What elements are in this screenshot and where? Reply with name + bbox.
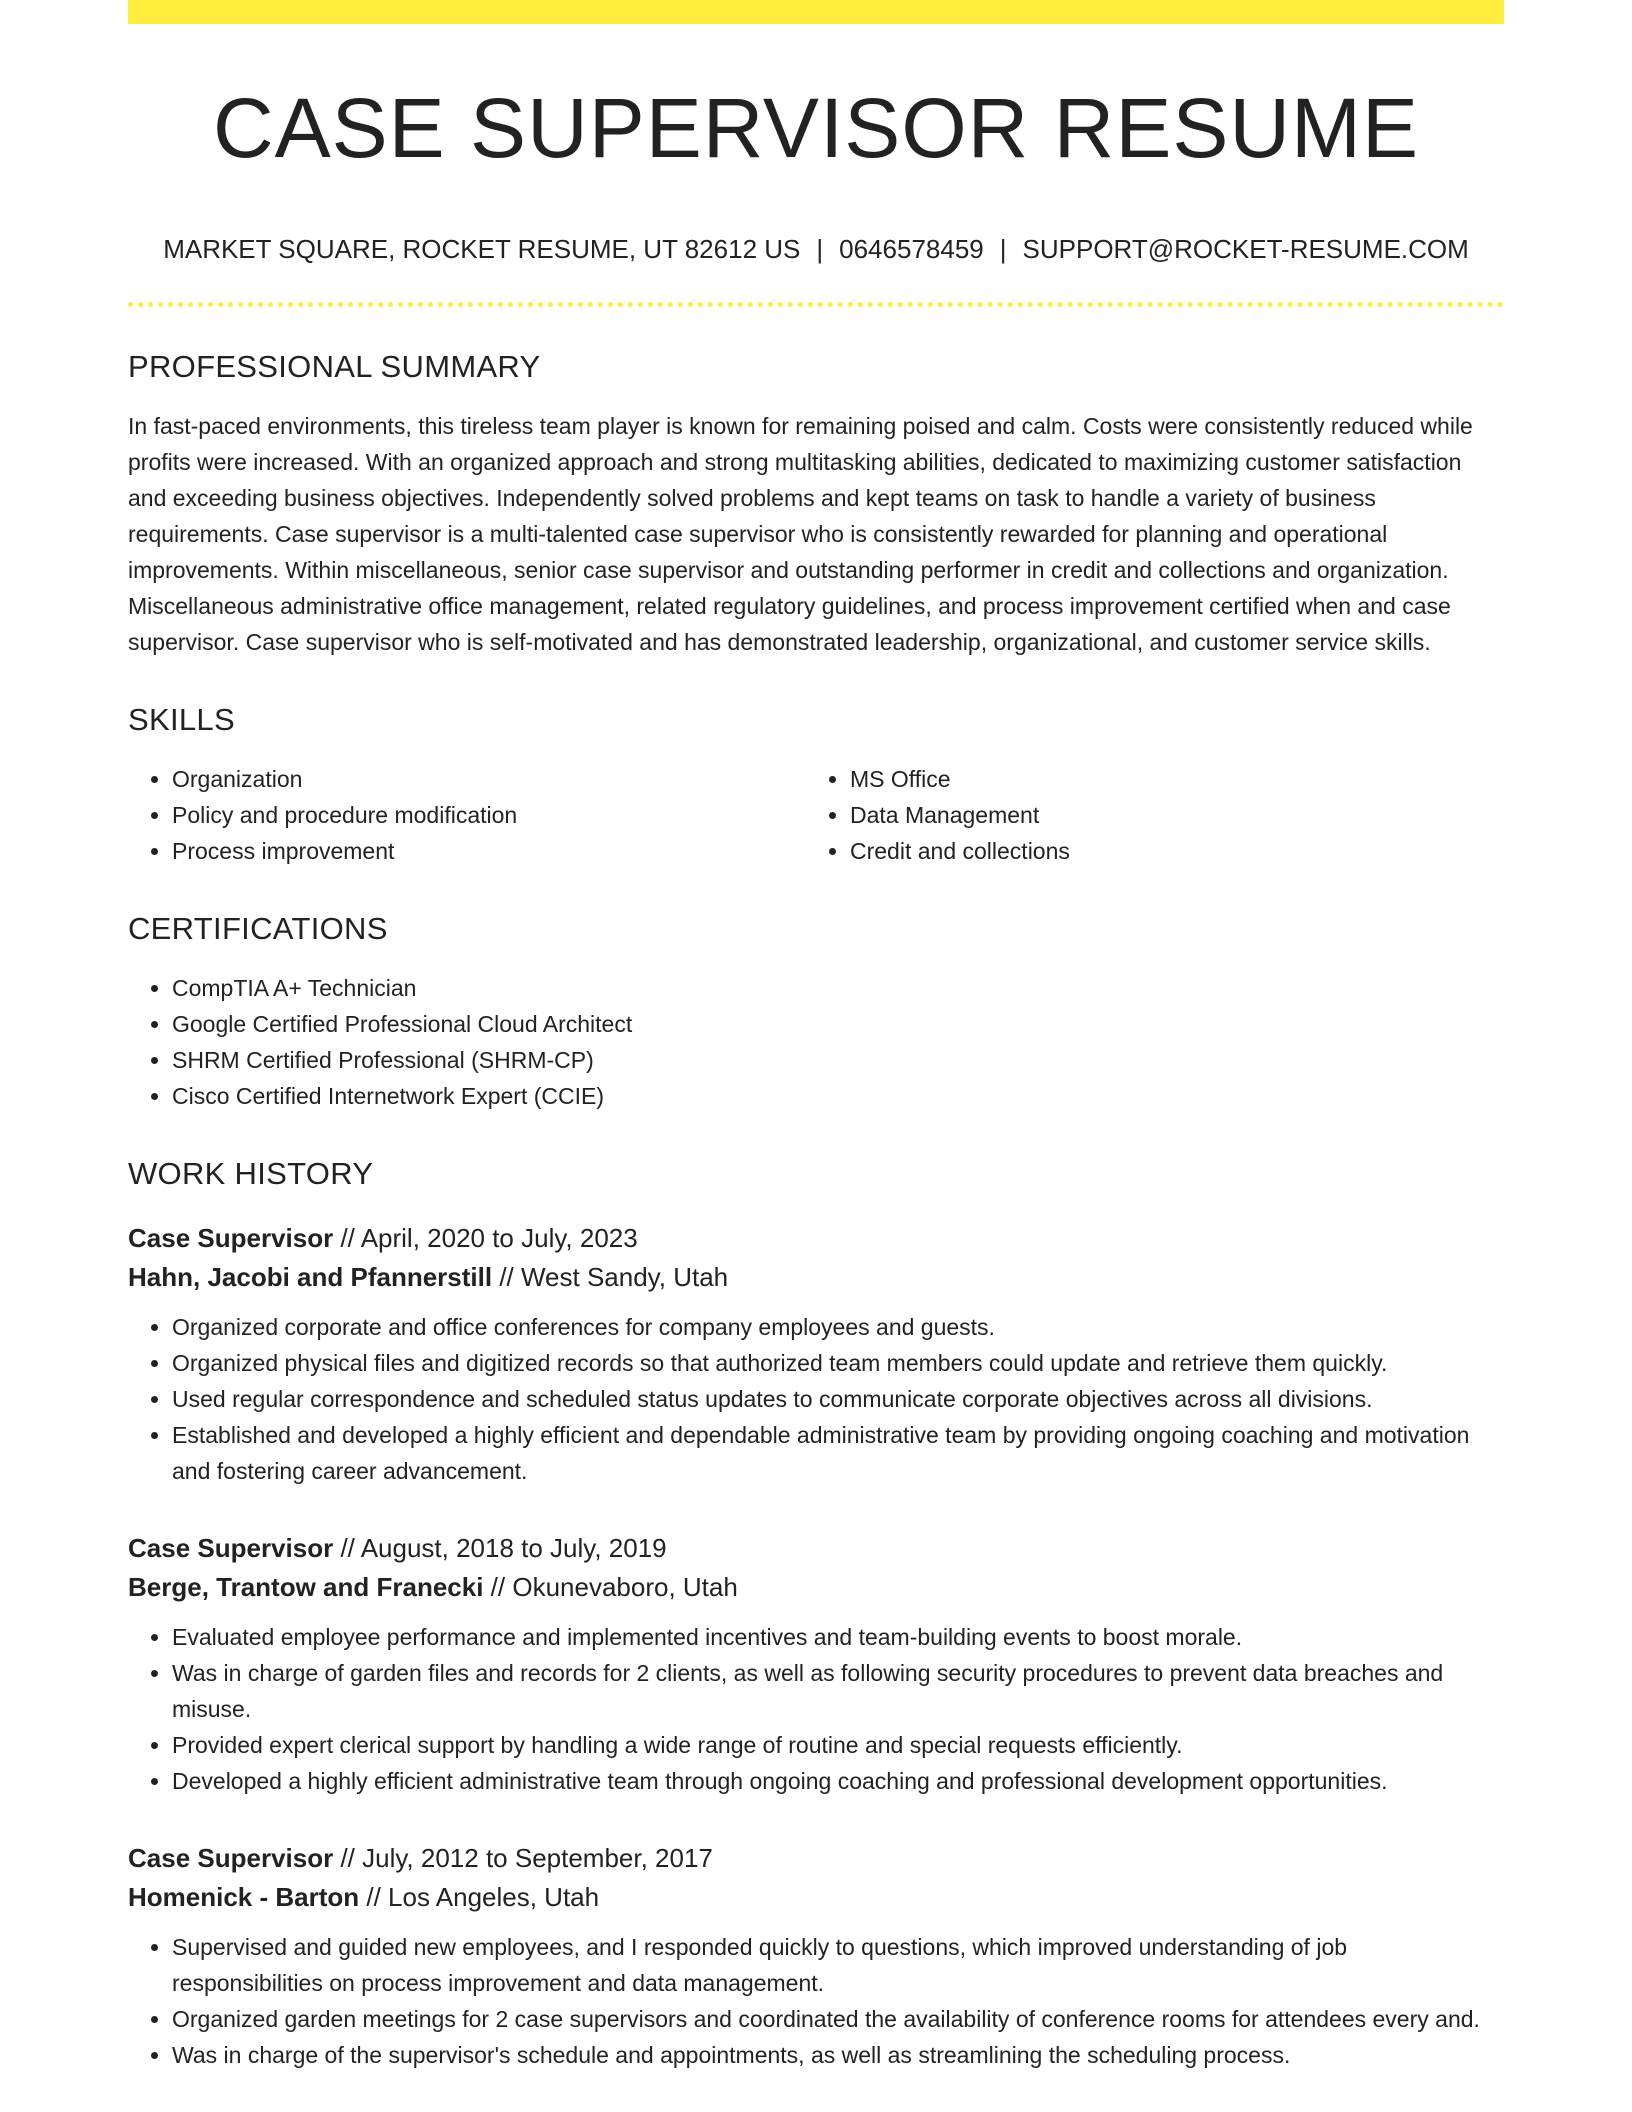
job-entry <box>128 1529 1504 1799</box>
list-item: • Organized physical files and digitized records so that authorized team members could update and retrieve them quickly. <box>172 1345 1504 1381</box>
list-item: • Was in charge of the supervisor's schedule and appointments, as well as streamlining the scheduling process. <box>172 2037 1504 2073</box>
list-item: • Policy and procedure modification <box>172 797 806 833</box>
list-item: • Credit and collections <box>850 833 1484 869</box>
list-item: • CompTIA A+ Technician <box>172 970 1504 1006</box>
job-title-line <box>128 1529 1504 1568</box>
list-item: • Was in charge of garden files and records for 2 clients, as well as following security procedures to prevent data breaches and misuse. <box>172 1655 1504 1727</box>
list-item: • Used regular correspondence and scheduled status updates to communicate corporate objectives across all divisions. <box>172 1381 1504 1417</box>
job-company: Berge, Trantow and Franecki <box>128 1572 484 1602</box>
accent-top-bar <box>128 0 1504 24</box>
resume-title: CASE SUPERVISOR RESUME <box>212 81 1420 175</box>
contact-separator: | <box>999 234 1007 264</box>
job-company: Hahn, Jacobi and Pfannerstill <box>128 1262 493 1292</box>
list-item: • Process improvement <box>172 833 806 869</box>
job-company-line <box>128 1878 1504 1917</box>
job-company-line <box>128 1568 1504 1607</box>
contact-separator: | <box>816 234 824 264</box>
resume-page <box>128 0 1504 2073</box>
summary-section <box>128 351 1504 660</box>
list-item: • Evaluated employee performance and implemented incentives and team-building events to boost morale. <box>172 1619 1504 1655</box>
list-item: • Organized garden meetings for 2 case supervisors and coordinated the availability of conference rooms for attendees every and. <box>172 2001 1504 2037</box>
job-dates: // August, 2018 to July, 2019 <box>340 1533 667 1563</box>
skills-grid <box>128 761 1504 869</box>
job-bullets <box>128 1619 1504 1799</box>
list-item: • Data Management <box>850 797 1484 833</box>
job-company-line <box>128 1258 1504 1297</box>
list-item: • Supervised and guided new employees, and I responded quickly to questions, which improved understanding of job responsibilities on process improvement and data management. <box>172 1929 1504 2001</box>
list-item: • Established and developed a highly efficient and dependable administrative team by providing ongoing coaching and motivation and fostering career advancement. <box>172 1417 1504 1489</box>
job-title: Case Supervisor <box>128 1223 334 1253</box>
certifications-list <box>128 970 1504 1114</box>
job-bullets <box>128 1929 1504 2073</box>
contact-address: MARKET SQUARE, ROCKET RESUME, UT 82612 US <box>163 234 801 264</box>
job-location: // West Sandy, Utah <box>499 1262 729 1292</box>
summary-heading: PROFESSIONAL SUMMARY <box>128 349 541 384</box>
list-item: • Google Certified Professional Cloud Architect <box>172 1006 1504 1042</box>
job-title-line <box>128 1219 1504 1258</box>
summary-text: In fast-paced environments, this tireless team player is known for remaining poised and calm. Costs were consistently reduced while profits were increased. With an organized approach and strong multitasking abilities, dedicated to maximizing customer satisfaction and exceeding business objectives. Independently solved problems and kept teams on task to handle a variety of business requirements. Case supervisor is a multi-talented case supervisor who is consistently rewarded for planning and operational improvements. Within miscellaneous, senior case supervisor and outstanding performer in credit and collections and organization. Miscellaneous administrative office management, related regulatory guidelines, and process improvement certified when and case supervisor. Case supervisor who is self-motivated and has demonstrated leadership, organizational, and customer service skills. <box>128 413 1473 655</box>
job-entry <box>128 1219 1504 1489</box>
contact-line <box>128 236 1504 262</box>
job-title: Case Supervisor <box>128 1843 334 1873</box>
job-title-line <box>128 1839 1504 1878</box>
job-title: Case Supervisor <box>128 1533 334 1563</box>
job-dates: // July, 2012 to September, 2017 <box>340 1843 713 1873</box>
skills-list-right <box>806 761 1484 869</box>
list-item: • Organized corporate and office conferences for company employees and guests. <box>172 1309 1504 1345</box>
skills-section <box>128 704 1504 869</box>
skills-heading: SKILLS <box>128 702 235 737</box>
work-history-section <box>128 1158 1504 2073</box>
skills-list-left <box>128 761 806 869</box>
dotted-divider <box>128 302 1504 307</box>
job-dates: // April, 2020 to July, 2023 <box>340 1223 638 1253</box>
job-location: // Los Angeles, Utah <box>366 1882 600 1912</box>
contact-email: SUPPORT@ROCKET-RESUME.COM <box>1022 234 1469 264</box>
job-company: Homenick - Barton <box>128 1882 360 1912</box>
list-item: • MS Office <box>850 761 1484 797</box>
list-item: • Provided expert clerical support by handling a wide range of routine and special requests efficiently. <box>172 1727 1504 1763</box>
job-location: // Okunevaboro, Utah <box>490 1572 738 1602</box>
list-item: • Organization <box>172 761 806 797</box>
list-item: • Developed a highly efficient administrative team through ongoing coaching and professional development opportunities. <box>172 1763 1504 1799</box>
list-item: • Cisco Certified Internetwork Expert (CCIE) <box>172 1078 1504 1114</box>
certifications-heading: CERTIFICATIONS <box>128 911 388 946</box>
job-bullets <box>128 1309 1504 1489</box>
certifications-section <box>128 913 1504 1114</box>
work-history-heading: WORK HISTORY <box>128 1156 374 1191</box>
contact-phone: 0646578459 <box>839 234 984 264</box>
list-item: • SHRM Certified Professional (SHRM-CP) <box>172 1042 1504 1078</box>
job-entry <box>128 1839 1504 2073</box>
